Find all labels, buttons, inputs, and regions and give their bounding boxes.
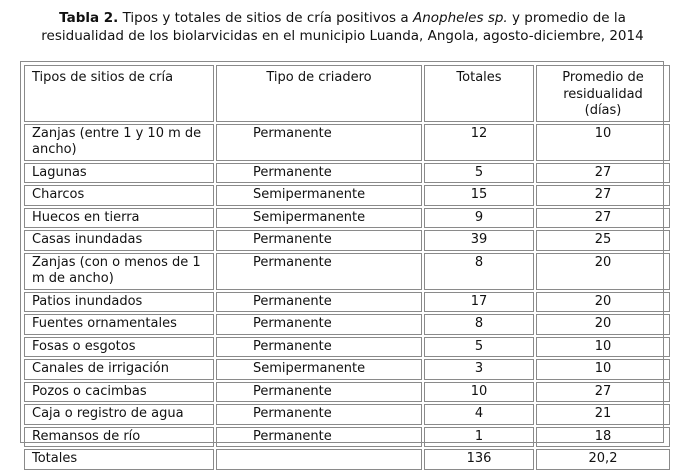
cell-promedio: 20 xyxy=(536,314,670,335)
caption-line-1 xyxy=(0,9,685,27)
data-table-frame xyxy=(20,61,664,466)
cell-totales: 8 xyxy=(424,314,534,335)
table-row xyxy=(24,314,670,335)
data-table xyxy=(22,63,672,472)
cell-promedio: 20 xyxy=(536,253,670,290)
cell-tipo-criadero: Permanente xyxy=(216,292,422,313)
cell-promedio: 21 xyxy=(536,404,670,425)
totals-cell-promedio: 20,2 xyxy=(536,449,670,470)
table-row xyxy=(24,185,670,206)
table-row xyxy=(24,404,670,425)
cell-promedio: 27 xyxy=(536,185,670,206)
table-header-row xyxy=(24,65,670,122)
table-row xyxy=(24,427,670,448)
cell-tipo-criadero: Permanente xyxy=(216,253,422,290)
table-caption xyxy=(0,9,685,45)
cell-tipo-sitio: Canales de irrigación xyxy=(24,359,214,380)
cell-tipo-criadero: Permanente xyxy=(216,230,422,251)
table-row xyxy=(24,359,670,380)
header-promedio-residualidad xyxy=(536,65,670,122)
cell-tipo-criadero: Semipermanente xyxy=(216,185,422,206)
cell-tipo-sitio: Lagunas xyxy=(24,163,214,184)
cell-tipo-sitio: Zanjas (entre 1 y 10 m de ancho) xyxy=(24,124,214,161)
cell-totales: 1 xyxy=(424,427,534,448)
caption-species: Anopheles sp. xyxy=(412,10,508,26)
cell-promedio: 27 xyxy=(536,163,670,184)
cell-totales: 8 xyxy=(424,253,534,290)
header-promedio-line-1: Promedio de xyxy=(562,70,644,85)
caption-label: Tabla 2. xyxy=(59,10,119,26)
caption-text-post: y promedio de la xyxy=(507,10,626,26)
cell-totales: 4 xyxy=(424,404,534,425)
table-row xyxy=(24,382,670,403)
table-row xyxy=(24,208,670,229)
cell-tipo-sitio: Casas inundadas xyxy=(24,230,214,251)
header-promedio-line-3: (días) xyxy=(584,103,622,118)
totals-row xyxy=(24,449,670,470)
cell-tipo-criadero: Permanente xyxy=(216,427,422,448)
caption-line-2: residualidad de los biolarvicidas en el municipio Luanda, Angola, agosto-diciembre, 2014 xyxy=(41,28,644,44)
cell-totales: 39 xyxy=(424,230,534,251)
cell-totales: 5 xyxy=(424,337,534,358)
cell-tipo-criadero: Semipermanente xyxy=(216,359,422,380)
cell-totales: 15 xyxy=(424,185,534,206)
header-tipo-criadero: Tipo de criadero xyxy=(216,65,422,122)
table-row xyxy=(24,124,670,161)
cell-tipo-sitio: Patios inundados xyxy=(24,292,214,313)
table-body xyxy=(24,124,670,470)
cell-tipo-criadero: Permanente xyxy=(216,124,422,161)
cell-totales: 12 xyxy=(424,124,534,161)
table-row xyxy=(24,253,670,290)
cell-totales: 9 xyxy=(424,208,534,229)
cell-totales: 10 xyxy=(424,382,534,403)
cell-tipo-criadero: Permanente xyxy=(216,163,422,184)
cell-tipo-sitio: Fuentes ornamentales xyxy=(24,314,214,335)
cell-tipo-sitio: Remansos de río xyxy=(24,427,214,448)
cell-tipo-sitio: Huecos en tierra xyxy=(24,208,214,229)
cell-promedio: 25 xyxy=(536,230,670,251)
cell-tipo-criadero: Permanente xyxy=(216,404,422,425)
header-promedio-line-2: residualidad xyxy=(563,86,643,102)
cell-totales: 17 xyxy=(424,292,534,313)
table-row xyxy=(24,337,670,358)
header-tipos-sitios: Tipos de sitios de cría xyxy=(24,65,214,122)
caption-text-pre: Tipos y totales de sitios de cría positivos a xyxy=(118,10,413,26)
cell-promedio: 10 xyxy=(536,124,670,161)
cell-promedio: 10 xyxy=(536,359,670,380)
cell-tipo-sitio: Zanjas (con o menos de 1 m de ancho) xyxy=(24,253,214,290)
cell-tipo-sitio: Charcos xyxy=(24,185,214,206)
cell-promedio: 18 xyxy=(536,427,670,448)
totals-cell-tipo-criadero xyxy=(216,449,422,470)
cell-promedio: 10 xyxy=(536,337,670,358)
header-totales: Totales xyxy=(424,65,534,122)
cell-tipo-criadero: Semipermanente xyxy=(216,208,422,229)
cell-tipo-sitio: Fosas o esgotos xyxy=(24,337,214,358)
totals-cell-totales: 136 xyxy=(424,449,534,470)
cell-promedio: 20 xyxy=(536,292,670,313)
cell-tipo-criadero: Permanente xyxy=(216,382,422,403)
cell-tipo-sitio: Caja o registro de agua xyxy=(24,404,214,425)
cell-tipo-criadero: Permanente xyxy=(216,337,422,358)
totals-cell-tipo-sitio: Totales xyxy=(24,449,214,470)
cell-tipo-criadero: Permanente xyxy=(216,314,422,335)
cell-tipo-sitio: Pozos o cacimbas xyxy=(24,382,214,403)
table-row xyxy=(24,163,670,184)
cell-promedio: 27 xyxy=(536,382,670,403)
cell-totales: 5 xyxy=(424,163,534,184)
table-row xyxy=(24,292,670,313)
cell-promedio: 27 xyxy=(536,208,670,229)
cell-totales: 3 xyxy=(424,359,534,380)
table-row xyxy=(24,230,670,251)
